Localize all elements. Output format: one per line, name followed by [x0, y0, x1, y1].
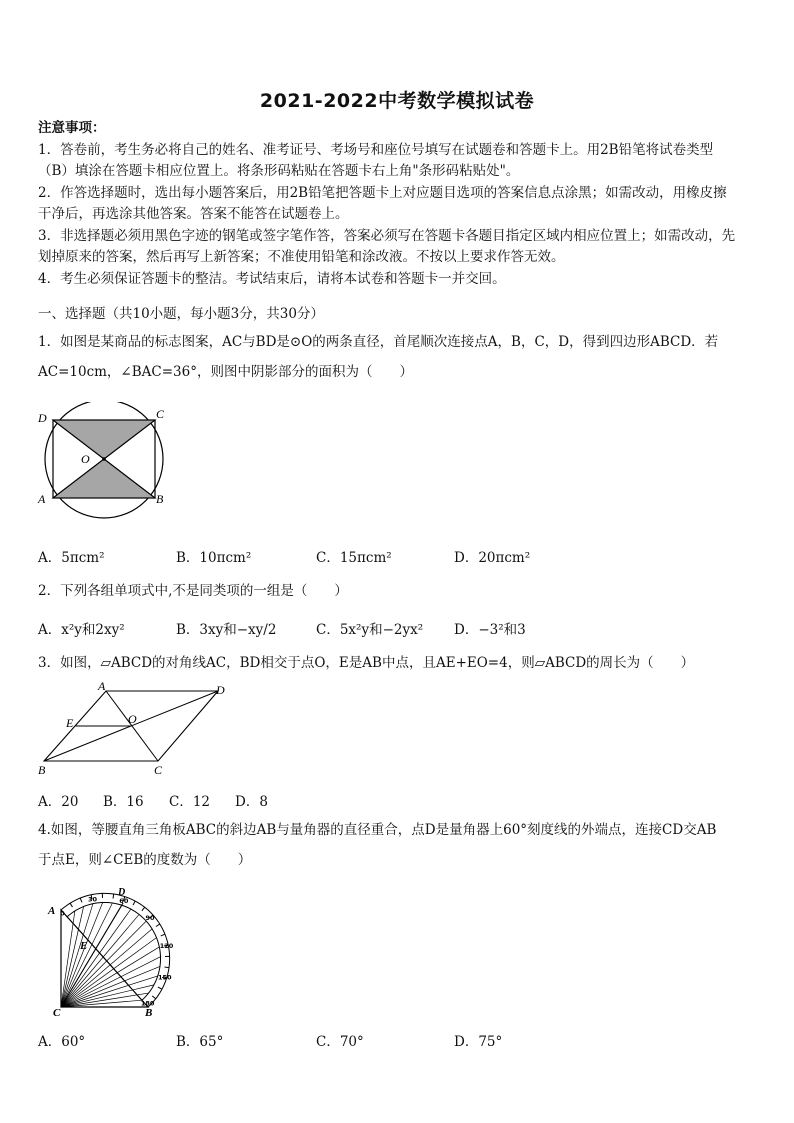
- label-E: E: [66, 716, 74, 730]
- protractor-tick: [156, 924, 160, 926]
- q4-options: [38, 1030, 502, 1050]
- notice-line: （B）填涂在答题卡相应位置上。将条形码粘贴在答题卡右上角"条形码粘贴处"。: [38, 163, 520, 179]
- q3-stem: 3．如图，▱ABCD的对角线AC，BD相交于点O，E是AB中点，且AE+EO=4，则▱ABCD的周长为（ ）: [38, 655, 695, 671]
- protractor-tick: [80, 898, 82, 902]
- q3-options: [38, 790, 268, 810]
- protractor-tick: [113, 894, 114, 899]
- q4-option-d[interactable]: D．75°: [454, 1034, 503, 1050]
- protractor-arc: [61, 893, 170, 1007]
- q3-option-d[interactable]: D．8: [235, 794, 268, 810]
- page-title: 2021-2022中考数学模拟试卷: [259, 90, 535, 112]
- protractor-tick: [161, 934, 165, 936]
- protractor-fan-line: [61, 907, 84, 1007]
- q4-option-b[interactable]: B．65°: [176, 1034, 224, 1050]
- q2-option-c[interactable]: C．5x²y和−2yx²: [316, 622, 424, 638]
- label-B: B: [156, 492, 164, 506]
- protractor-fan-line: [61, 921, 146, 1007]
- q4-option-c[interactable]: C．70°: [316, 1034, 364, 1050]
- q1-stem-line1: 1．如图是某商品的标志图案，AC与BD是⊙O的两条直径，首尾顺次连接点A，B，C，D，得到四边形ABCD．若: [38, 334, 719, 350]
- q3-option-c[interactable]: C．12: [169, 794, 211, 810]
- q4-option-a[interactable]: A．60°: [38, 1034, 86, 1050]
- protractor-fan-line: [61, 904, 93, 1007]
- label-O: O: [128, 712, 137, 726]
- protractor-tick: [152, 996, 156, 999]
- notice-line: 3．非选择题必须用黑色字迹的钢笔或签字笔作答，答案必须写在答题卡各题目指定区域内相应位置上；如需改动，先: [38, 227, 736, 244]
- label-O: O: [81, 452, 90, 466]
- notice-line: 2．作答选择题时，选出每小题答案后，用2B铅笔把答题卡上对应题目选项的答案信息点涂黑；如需改动，用橡皮擦: [38, 184, 727, 201]
- protractor-tick: [158, 987, 162, 989]
- protractor-fan-line: [61, 903, 103, 1007]
- q3-option-a[interactable]: A．20: [38, 794, 79, 810]
- label-A: A: [98, 681, 106, 693]
- protractor: [61, 893, 170, 1007]
- q1-option-d[interactable]: D．20πcm²: [454, 550, 531, 566]
- protractor-tick-label: 60: [119, 897, 129, 905]
- q2-stem: 2．下列各组单项式中,不是同类项的一组是（ ）: [38, 583, 348, 599]
- label-C: C: [53, 1007, 61, 1019]
- protractor-tick: [133, 901, 135, 905]
- protractor-tick: [70, 903, 72, 907]
- label-E: E: [80, 940, 88, 952]
- protractor-tick-label: 150: [158, 973, 172, 982]
- label-D: D: [118, 887, 126, 898]
- notice-line: 干净后，再选涂其他答案。答案不能答在试题卷上。: [38, 206, 349, 222]
- notice-heading: 注意事项：: [38, 120, 106, 136]
- notice-line: 4．考生必须保证答题卡的整洁。考试结束后，请将本试卷和答题卡一并交回。: [38, 270, 506, 287]
- protractor-tick: [142, 907, 145, 911]
- section-heading: 一、选择题（共10小题，每小题3分，共30分）: [38, 306, 324, 322]
- label-D: D: [216, 683, 225, 697]
- notice-line: 1．答卷前，考生务必将自己的姓名、准考证号、考场号和座位号填写在试题卷和答题卡上。用2B铅笔将试卷类型: [38, 141, 714, 158]
- notice-line: 划掉原来的答案，然后再写上新答案；不准使用铅笔和涂改液。不按以上要求作答无效。: [38, 249, 565, 265]
- protractor-tick-label: 0: [60, 909, 65, 918]
- protractor-tick-label: 120: [159, 942, 174, 950]
- q4-stem-line1: 4.如图，等腰直角三角板ABC的斜边AB与量角器的直径重合，点D是量角器上60°刻度线的外端点，连接CD交AB: [38, 822, 717, 838]
- label-C: C: [156, 407, 165, 421]
- label-B: B: [145, 1007, 153, 1019]
- q1-stem-line2: AC=10cm，∠BAC=36°，则图中阴影部分的面积为（ ）: [38, 364, 413, 380]
- protractor-tick-label: 30: [88, 895, 98, 904]
- notice-block: [38, 118, 760, 290]
- q1-option-c[interactable]: C．15πcm²: [316, 550, 392, 566]
- q2-option-a[interactable]: A．x²y和2xy²: [38, 622, 125, 638]
- q1-option-b[interactable]: B．10πcm²: [176, 550, 252, 566]
- label-B: B: [38, 763, 46, 777]
- protractor-tick-label: 90: [145, 914, 155, 923]
- q1-option-a[interactable]: A．5πcm²: [38, 550, 105, 566]
- q4-protractor-figure: [40, 884, 180, 1019]
- label-A: A: [48, 905, 56, 917]
- q3-option-b[interactable]: B．16: [103, 794, 144, 810]
- q1-circle-figure: [34, 402, 174, 526]
- label-D: D: [38, 411, 47, 425]
- q2-option-d[interactable]: D．−3²和3: [454, 622, 526, 638]
- q1-options: [38, 546, 530, 566]
- protractor-tick-label: 180: [140, 999, 155, 1008]
- protractor-fan-line: [61, 938, 156, 1007]
- q3-parallelogram-figure: [36, 681, 232, 779]
- label-A: A: [38, 492, 46, 506]
- q4-stem-line2: 于点E，则∠CEB的度数为（ ）: [38, 852, 252, 868]
- q2-options: [38, 618, 526, 638]
- protractor-tick: [164, 967, 169, 968]
- label-C: C: [154, 763, 163, 777]
- q2-option-b[interactable]: B．3xy和−xy/2: [176, 622, 277, 638]
